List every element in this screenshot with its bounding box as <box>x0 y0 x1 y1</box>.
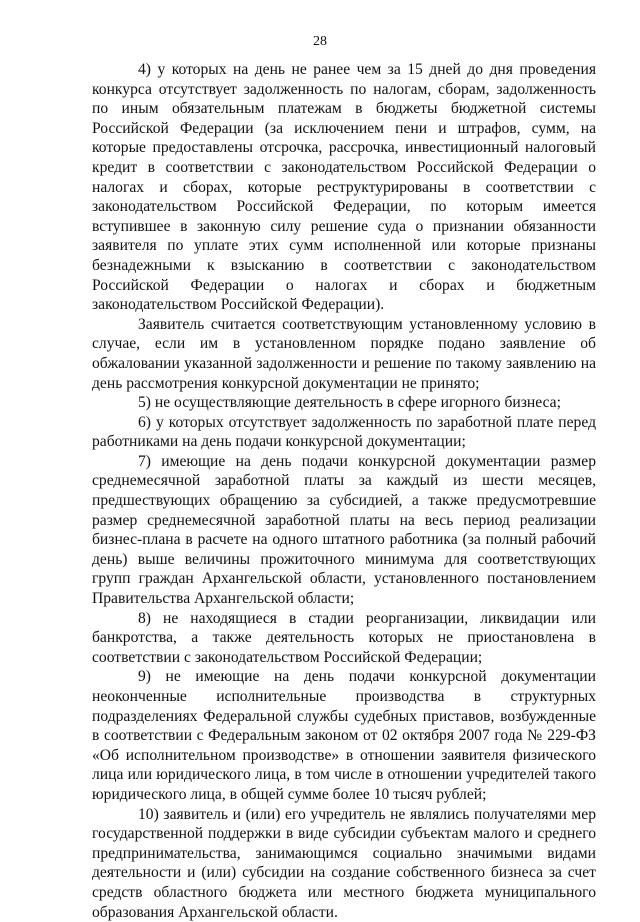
paragraph-item-6: 6) у которых отсутствует задолженность по заработной плате перед работниками на день подачи конкурсной документации; <box>92 413 596 451</box>
page-number: 28 <box>313 34 327 49</box>
paragraph-item-8: 8) не находящиеся в стадии реорганизации, ликвидации или банкротства, а также деятельность которых не приостановлена в соответствии с законодательством Российской Федерации; <box>92 609 596 666</box>
paragraph-item-5: 5) не осуществляющие деятельность в сфере игорного бизнеса; <box>138 394 561 412</box>
paragraph-item-4: 4) у которых на день не ранее чем за 15 дней до дня проведения конкурса отсутствует задолженность по налогам, сборам, задолженность по иным обязательным платежам в бюджеты бюджетной системы Российской Федерации (за исключением пени и штрафов, сумм, на которые предоставлены отсрочка, рассрочка, инвестиционный налоговый кредит в соответствии с законодательством Российской Федерации о налогах и сборах, которые реструктурированы в соответствии с законодательством Российской Федерации, по которым имеется вступившее в законную силу решение суда о признании обязанности заявителя по уплате этих сумм исполненной или которые признаны безнадежными к взысканию в соответствии с законодательством Российской Федерации о налогах и сборах и бюджетным законодательством Российской Федерации). <box>92 61 596 314</box>
document-body <box>92 60 596 922</box>
paragraph-item-9: 9) не имеющие на день подачи конкурсной документации неоконченные исполнительные производства в структурных подразделениях Федеральной службы судебных приставов, возбужденные в соответствии с Федеральным законом от 02 октября 2007 года № 229-ФЗ «Об исполнительном производстве» в отношении заявителя физического лица или юридического лица, в том числе в отношении учредителей такого юридического лица, в общей сумме более 10 тысяч рублей; <box>92 668 596 803</box>
paragraph-item-10: 10) заявитель и (или) его учредитель не являлись получателями мер государственной поддержки в виде субсидии субъектам малого и среднего предпринимательства, занимающимся социально значимыми видами деятельности и (или) субсидии на создание собственного бизнеса за счет средств областного бюджета или местного бюджета муниципального образования Архангельской области. <box>92 805 596 921</box>
paragraph-item-7: 7) имеющие на день подачи конкурсной документации размер среднемесячной заработной платы за каждый из шести месяцев, предшествующих обращению за субсидией, а также предусмотревшие размер среднемесячной заработной платы на весь период реализации бизнес-плана в расчете на одного штатного работника (за полный рабочий день) выше величины прожиточного минимума для соответствующих групп граждан Архангельской области, установленного постановлением Правительства Архангельской области; <box>92 452 596 608</box>
paragraph-applicant-condition: Заявитель считается соответствующим установленному условию в случае, если им в установленном порядке подано заявление об обжаловании указанной задолженности и решение по такому заявлению на день рассмотрения конкурсной документации не принято; <box>92 315 596 392</box>
